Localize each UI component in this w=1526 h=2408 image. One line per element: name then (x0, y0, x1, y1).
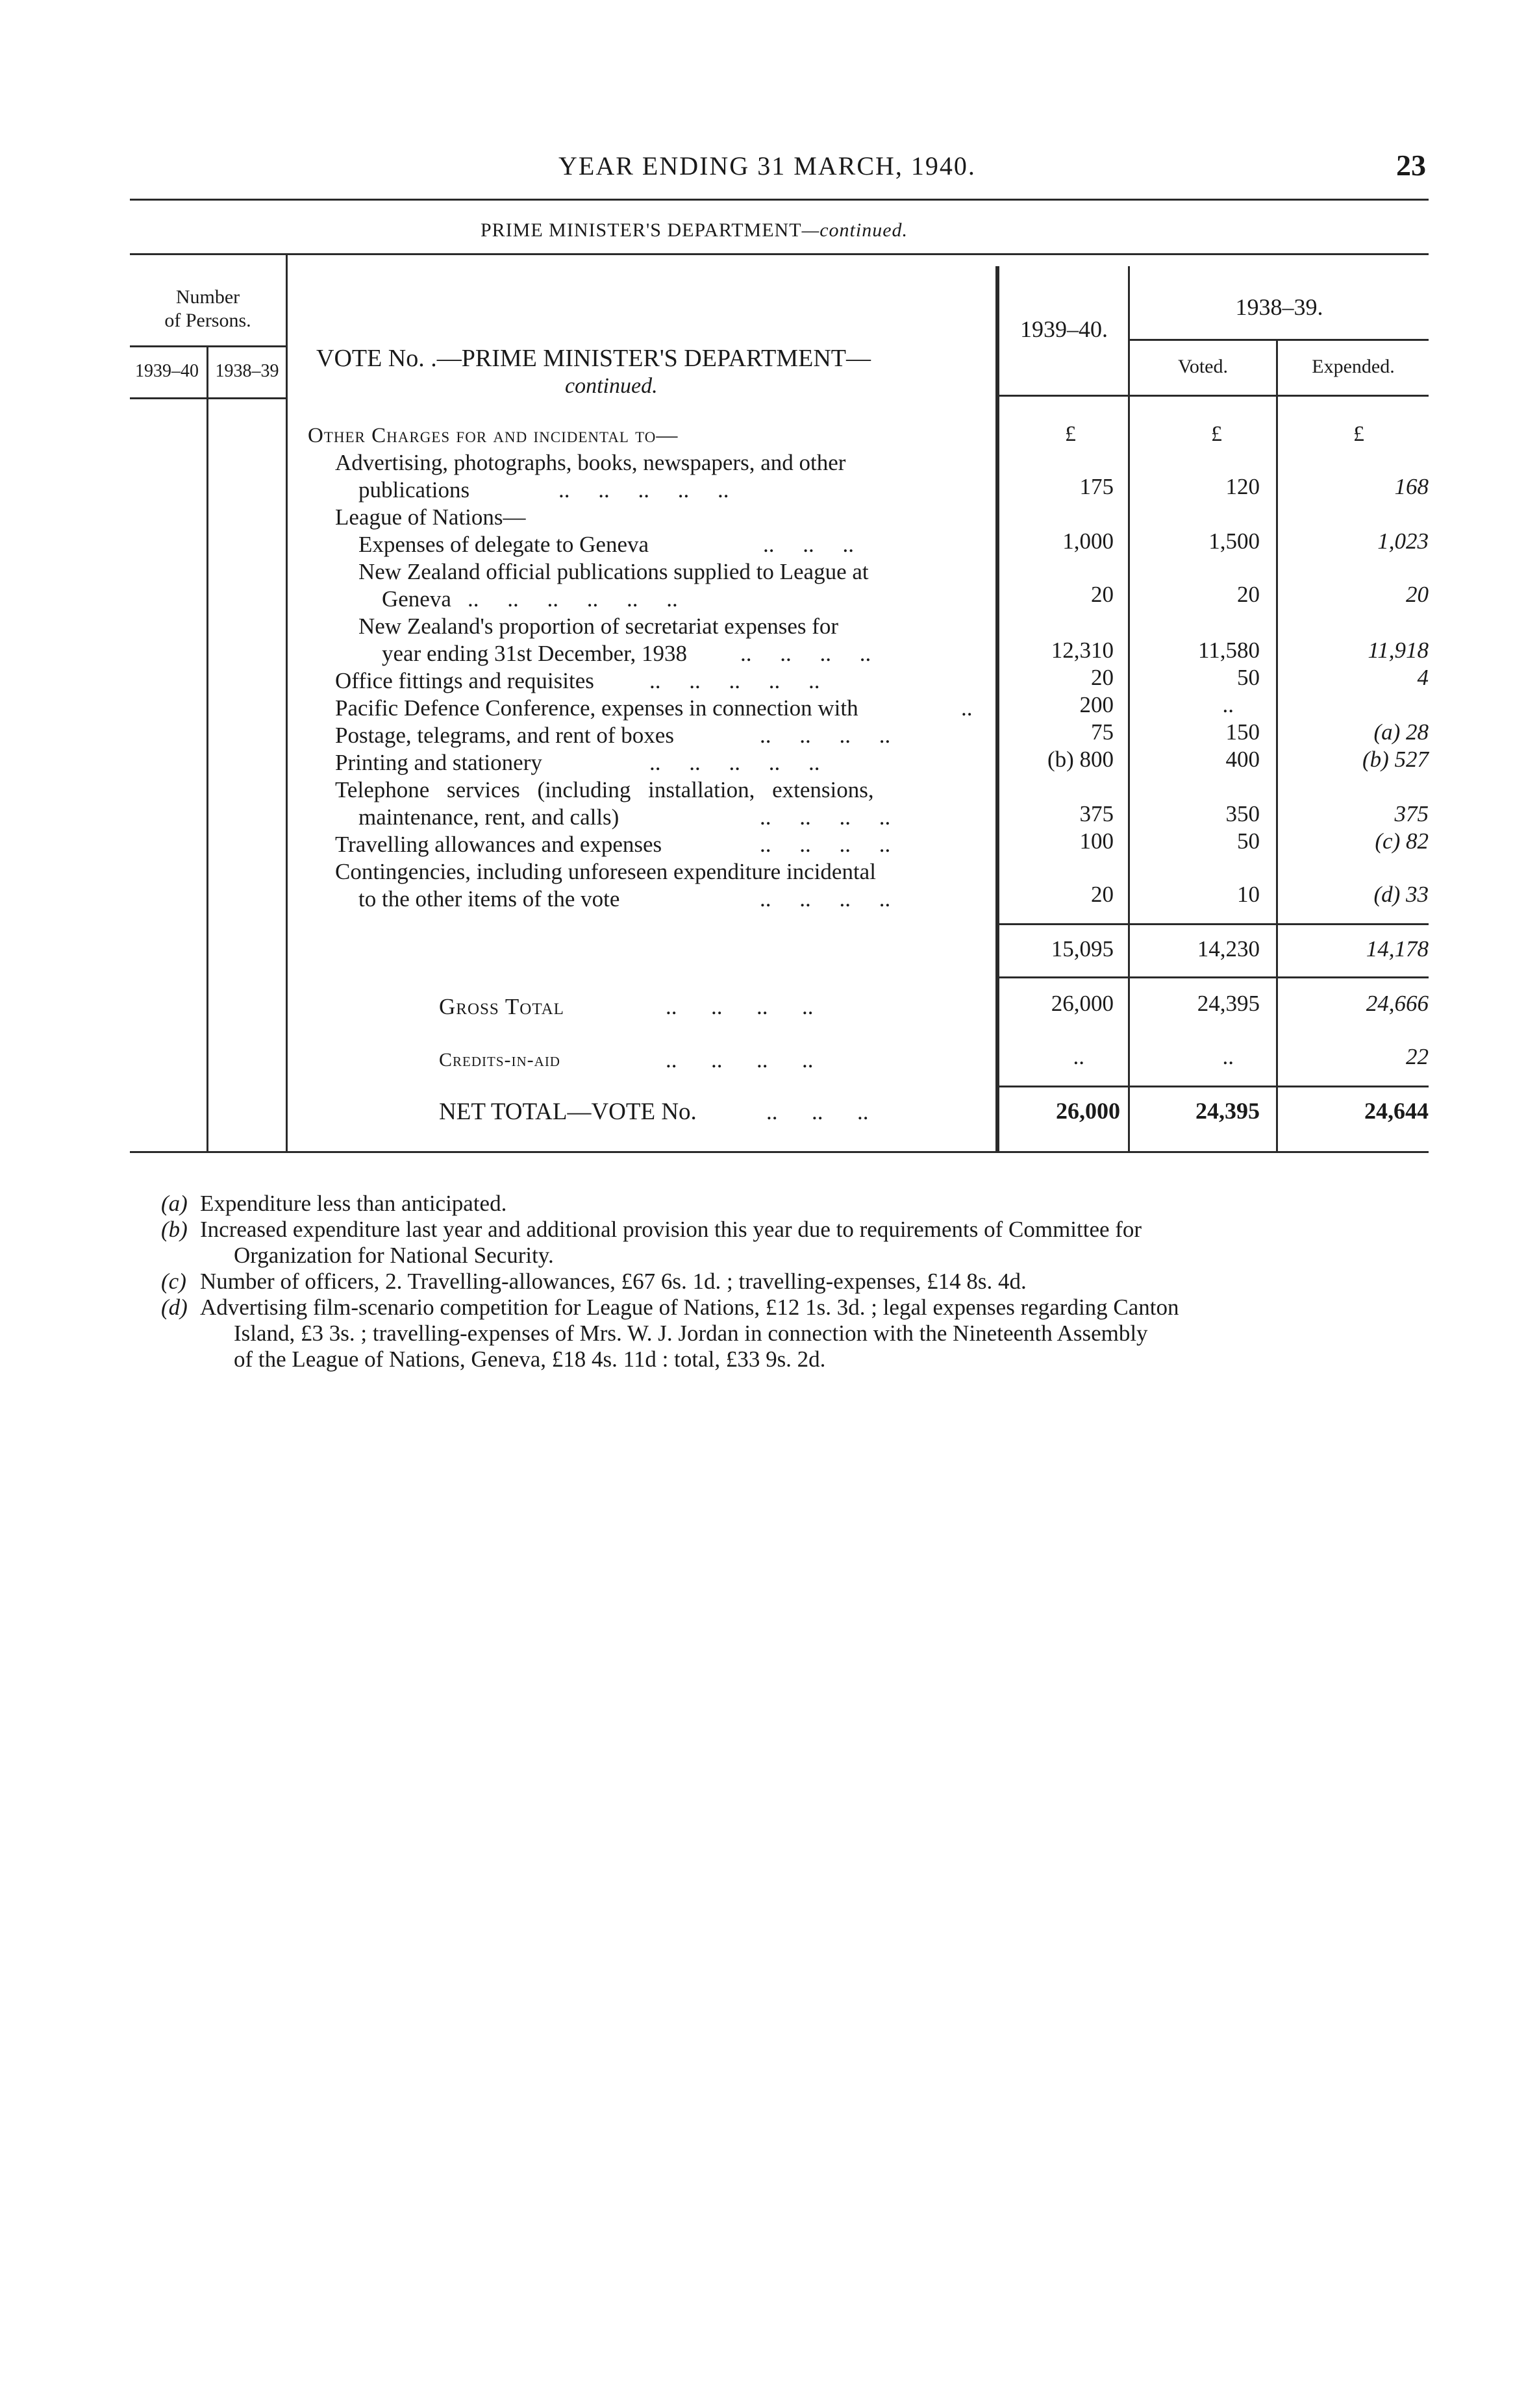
currency-expended: £ (1353, 422, 1364, 446)
row-printing-leader: .. .. .. .. .. (649, 750, 820, 775)
subtotal-1940: 15,095 (1051, 936, 1114, 962)
row-secretariat-1940: 12,310 (1051, 638, 1114, 663)
row-office-1940: 20 (1091, 665, 1114, 690)
credits-voted: .. (1222, 1044, 1234, 1069)
footnote-d-text3: of the League of Nations, Geneva, £18 4s. 11d : total, £33 9s. 2d. (234, 1347, 826, 1372)
row-delegate-expended: 1,023 (1377, 528, 1429, 554)
net-total-top-rule (997, 1086, 1429, 1087)
gross-total-leader: .. .. .. .. (666, 994, 814, 1019)
row-telephone-1940: 375 (1079, 801, 1114, 826)
vote-title: VOTE No. .—PRIME MINISTER'S DEPARTMENT— (316, 345, 871, 372)
row-secretariat-expended: 11,918 (1368, 638, 1429, 663)
subtotal-voted: 14,230 (1197, 936, 1260, 962)
row-publications-voted: 20 (1237, 582, 1260, 607)
col-header-voted: Voted. (1178, 356, 1228, 377)
row-postage-expended: (a) 28 (1373, 719, 1429, 745)
gross-total-1940: 26,000 (1051, 991, 1114, 1016)
col-header-1938-39: 1938–39. (1235, 294, 1323, 320)
row-printing-l1: Printing and stationery (335, 750, 542, 775)
row-pacific-voted: .. (1222, 692, 1234, 717)
row-contingencies-l2: to the other items of the vote (358, 886, 620, 912)
row-advertising-1940: 175 (1079, 474, 1114, 499)
row-office-voted: 50 (1237, 665, 1260, 690)
row-travelling-1940: 100 (1079, 828, 1114, 854)
row-advertising-voted: 120 (1225, 474, 1260, 499)
subtotal-bottom-rule (997, 976, 1429, 978)
row-travelling-l1: Travelling allowances and expenses (335, 832, 662, 857)
row-secretariat-leader: .. .. .. .. (740, 641, 871, 666)
section-title-text: PRIME MINISTER'S DEPARTMENT (481, 219, 802, 241)
footnote-d-text2: Island, £3 3s. ; travelling-expenses of Mrs. W. J. Jordan in connection with the Nineteenth Assembly (234, 1321, 1148, 1346)
row-publications-1940: 20 (1091, 582, 1114, 607)
gross-total-voted: 24,395 (1197, 991, 1260, 1016)
row-printing-voted: 400 (1225, 747, 1260, 772)
row-telephone-l2: maintenance, rent, and calls) (358, 804, 619, 830)
row-contingencies-1940: 20 (1091, 882, 1114, 907)
footnote-b-text: Increased expenditure last year and additional provision this year due to requirements of Committee for (200, 1217, 1142, 1242)
row-league-heading: League of Nations— (335, 504, 526, 530)
table-top-rule (130, 253, 1429, 255)
persons-header (130, 286, 286, 332)
row-secretariat-voted: 11,580 (1198, 638, 1260, 663)
section-title (481, 219, 908, 242)
header-rule (130, 199, 1429, 201)
money-left-border (995, 266, 999, 1151)
subtotal-expended: 14,178 (1366, 936, 1429, 962)
persons-header-line2: of Persons. (164, 310, 251, 331)
footnote-b-text2: Organization for National Security. (234, 1243, 554, 1268)
row-secretariat-l1: New Zealand's proportion of secretariat expenses for (358, 614, 839, 639)
persons-header-line1: Number (175, 286, 240, 308)
footnote-a-mark: (a) (161, 1191, 188, 1216)
row-secretariat-l2: year ending 31st December, 1938 (382, 641, 687, 666)
section-title-suffix: —continued. (801, 219, 908, 241)
col-header-expended: Expended. (1312, 356, 1395, 377)
net-total-1940: 26,000 (1056, 1098, 1120, 1124)
row-advertising-leader: .. .. .. .. .. (558, 477, 729, 503)
row-telephone-voted: 350 (1225, 801, 1260, 826)
running-title: YEAR ENDING 31 MARCH, 1940. (558, 151, 976, 180)
subtotal-rule (997, 923, 1429, 925)
vote-continued: continued. (565, 374, 658, 398)
row-postage-voted: 150 (1225, 719, 1260, 745)
net-total-expended: 24,644 (1364, 1098, 1429, 1124)
row-contingencies-l1: Contingencies, including unforeseen expenditure incidental (335, 859, 876, 884)
gross-total-label: Gross Total (439, 994, 564, 1019)
row-pacific-leader: .. (961, 695, 973, 721)
currency-voted: £ (1211, 422, 1222, 446)
table-bottom-rule (130, 1151, 1429, 1153)
gross-total-expended: 24,666 (1366, 991, 1429, 1016)
footnote-c-text: Number of officers, 2. Travelling-allowances, £67 6s. 1d. ; travelling-expenses, £14 8s. 4d. (200, 1269, 1027, 1294)
row-contingencies-expended: (d) 33 (1373, 882, 1429, 907)
row-delegate-voted: 1,500 (1208, 528, 1260, 554)
footnote-b-mark: (b) (161, 1217, 188, 1242)
row-delegate-leader: .. .. .. (763, 532, 854, 557)
row-advertising-l2: publications (358, 477, 470, 503)
row-printing-expended: (b) 527 (1362, 747, 1429, 772)
col-header-1939-40: 1939–40. (1020, 316, 1108, 342)
voted-right-border (1276, 341, 1278, 1151)
row-contingencies-voted: 10 (1237, 882, 1260, 907)
row-postage-1940: 75 (1091, 719, 1114, 745)
credits-label: Credits-in-aid (439, 1049, 560, 1071)
footnote-c-mark: (c) (161, 1269, 186, 1294)
net-total-leader: .. .. .. (766, 1099, 869, 1124)
row-publications-l2: Geneva (382, 586, 451, 612)
year-header-rule (1130, 339, 1429, 341)
net-total-voted: 24,395 (1195, 1098, 1260, 1124)
row-contingencies-leader: .. .. .. .. (760, 886, 891, 912)
persons-col-1938-39: 1938–39 (215, 361, 279, 381)
row-office-leader: .. .. .. .. .. (649, 668, 820, 693)
row-pacific-1940: 200 (1079, 692, 1114, 717)
persons-col-1939-40: 1939–40 (135, 361, 199, 381)
row-publications-leader: .. .. .. .. .. .. (468, 586, 678, 612)
row-telephone-l1: Telephone services (including installation, extensions, (335, 777, 874, 802)
row-printing-1940: (b) 800 (1047, 747, 1114, 772)
credits-expended: 22 (1406, 1044, 1429, 1069)
row-travelling-voted: 50 (1237, 828, 1260, 854)
credits-1940: .. (1073, 1044, 1084, 1069)
row-advertising-expended: 168 (1394, 474, 1429, 499)
row-office-l1: Office fittings and requisites (335, 668, 594, 693)
row-telephone-expended: 375 (1394, 801, 1429, 826)
row-travelling-leader: .. .. .. .. (760, 832, 891, 857)
footnote-d-mark: (d) (161, 1295, 188, 1320)
row-travelling-expended: (c) 82 (1375, 828, 1429, 854)
row-office-expended: 4 (1417, 665, 1429, 690)
section-heading: Other Charges for and incidental to— (308, 424, 679, 447)
currency-1940: £ (1065, 422, 1076, 446)
row-postage-leader: .. .. .. .. (760, 723, 891, 748)
persons-col-divider (206, 347, 208, 1151)
footnote-d-text: Advertising film-scenario competition for League of Nations, £12 1s. 3d. ; legal expenses regarding Canton (200, 1295, 1179, 1320)
row-pacific-l1: Pacific Defence Conference, expenses in connection with (335, 695, 858, 721)
row-publications-l1: New Zealand official publications supplied to League at (358, 559, 869, 584)
page-number: 23 (1396, 149, 1426, 182)
net-total-label: NET TOTAL—VOTE No. (439, 1098, 697, 1125)
row-delegate-l1: Expenses of delegate to Geneva (358, 532, 649, 557)
col-header-bottom-rule (997, 395, 1429, 397)
row-publications-expended: 20 (1406, 582, 1429, 607)
row-advertising-l1: Advertising, photographs, books, newspapers, and other (335, 450, 846, 475)
credits-leader: .. .. .. .. (666, 1047, 814, 1073)
row-postage-l1: Postage, telegrams, and rent of boxes (335, 723, 674, 748)
row-delegate-1940: 1,000 (1062, 528, 1114, 554)
persons-right-border (286, 253, 288, 1151)
footnote-a-text: Expenditure less than anticipated. (200, 1191, 507, 1216)
row-telephone-leader: .. .. .. .. (760, 804, 891, 830)
